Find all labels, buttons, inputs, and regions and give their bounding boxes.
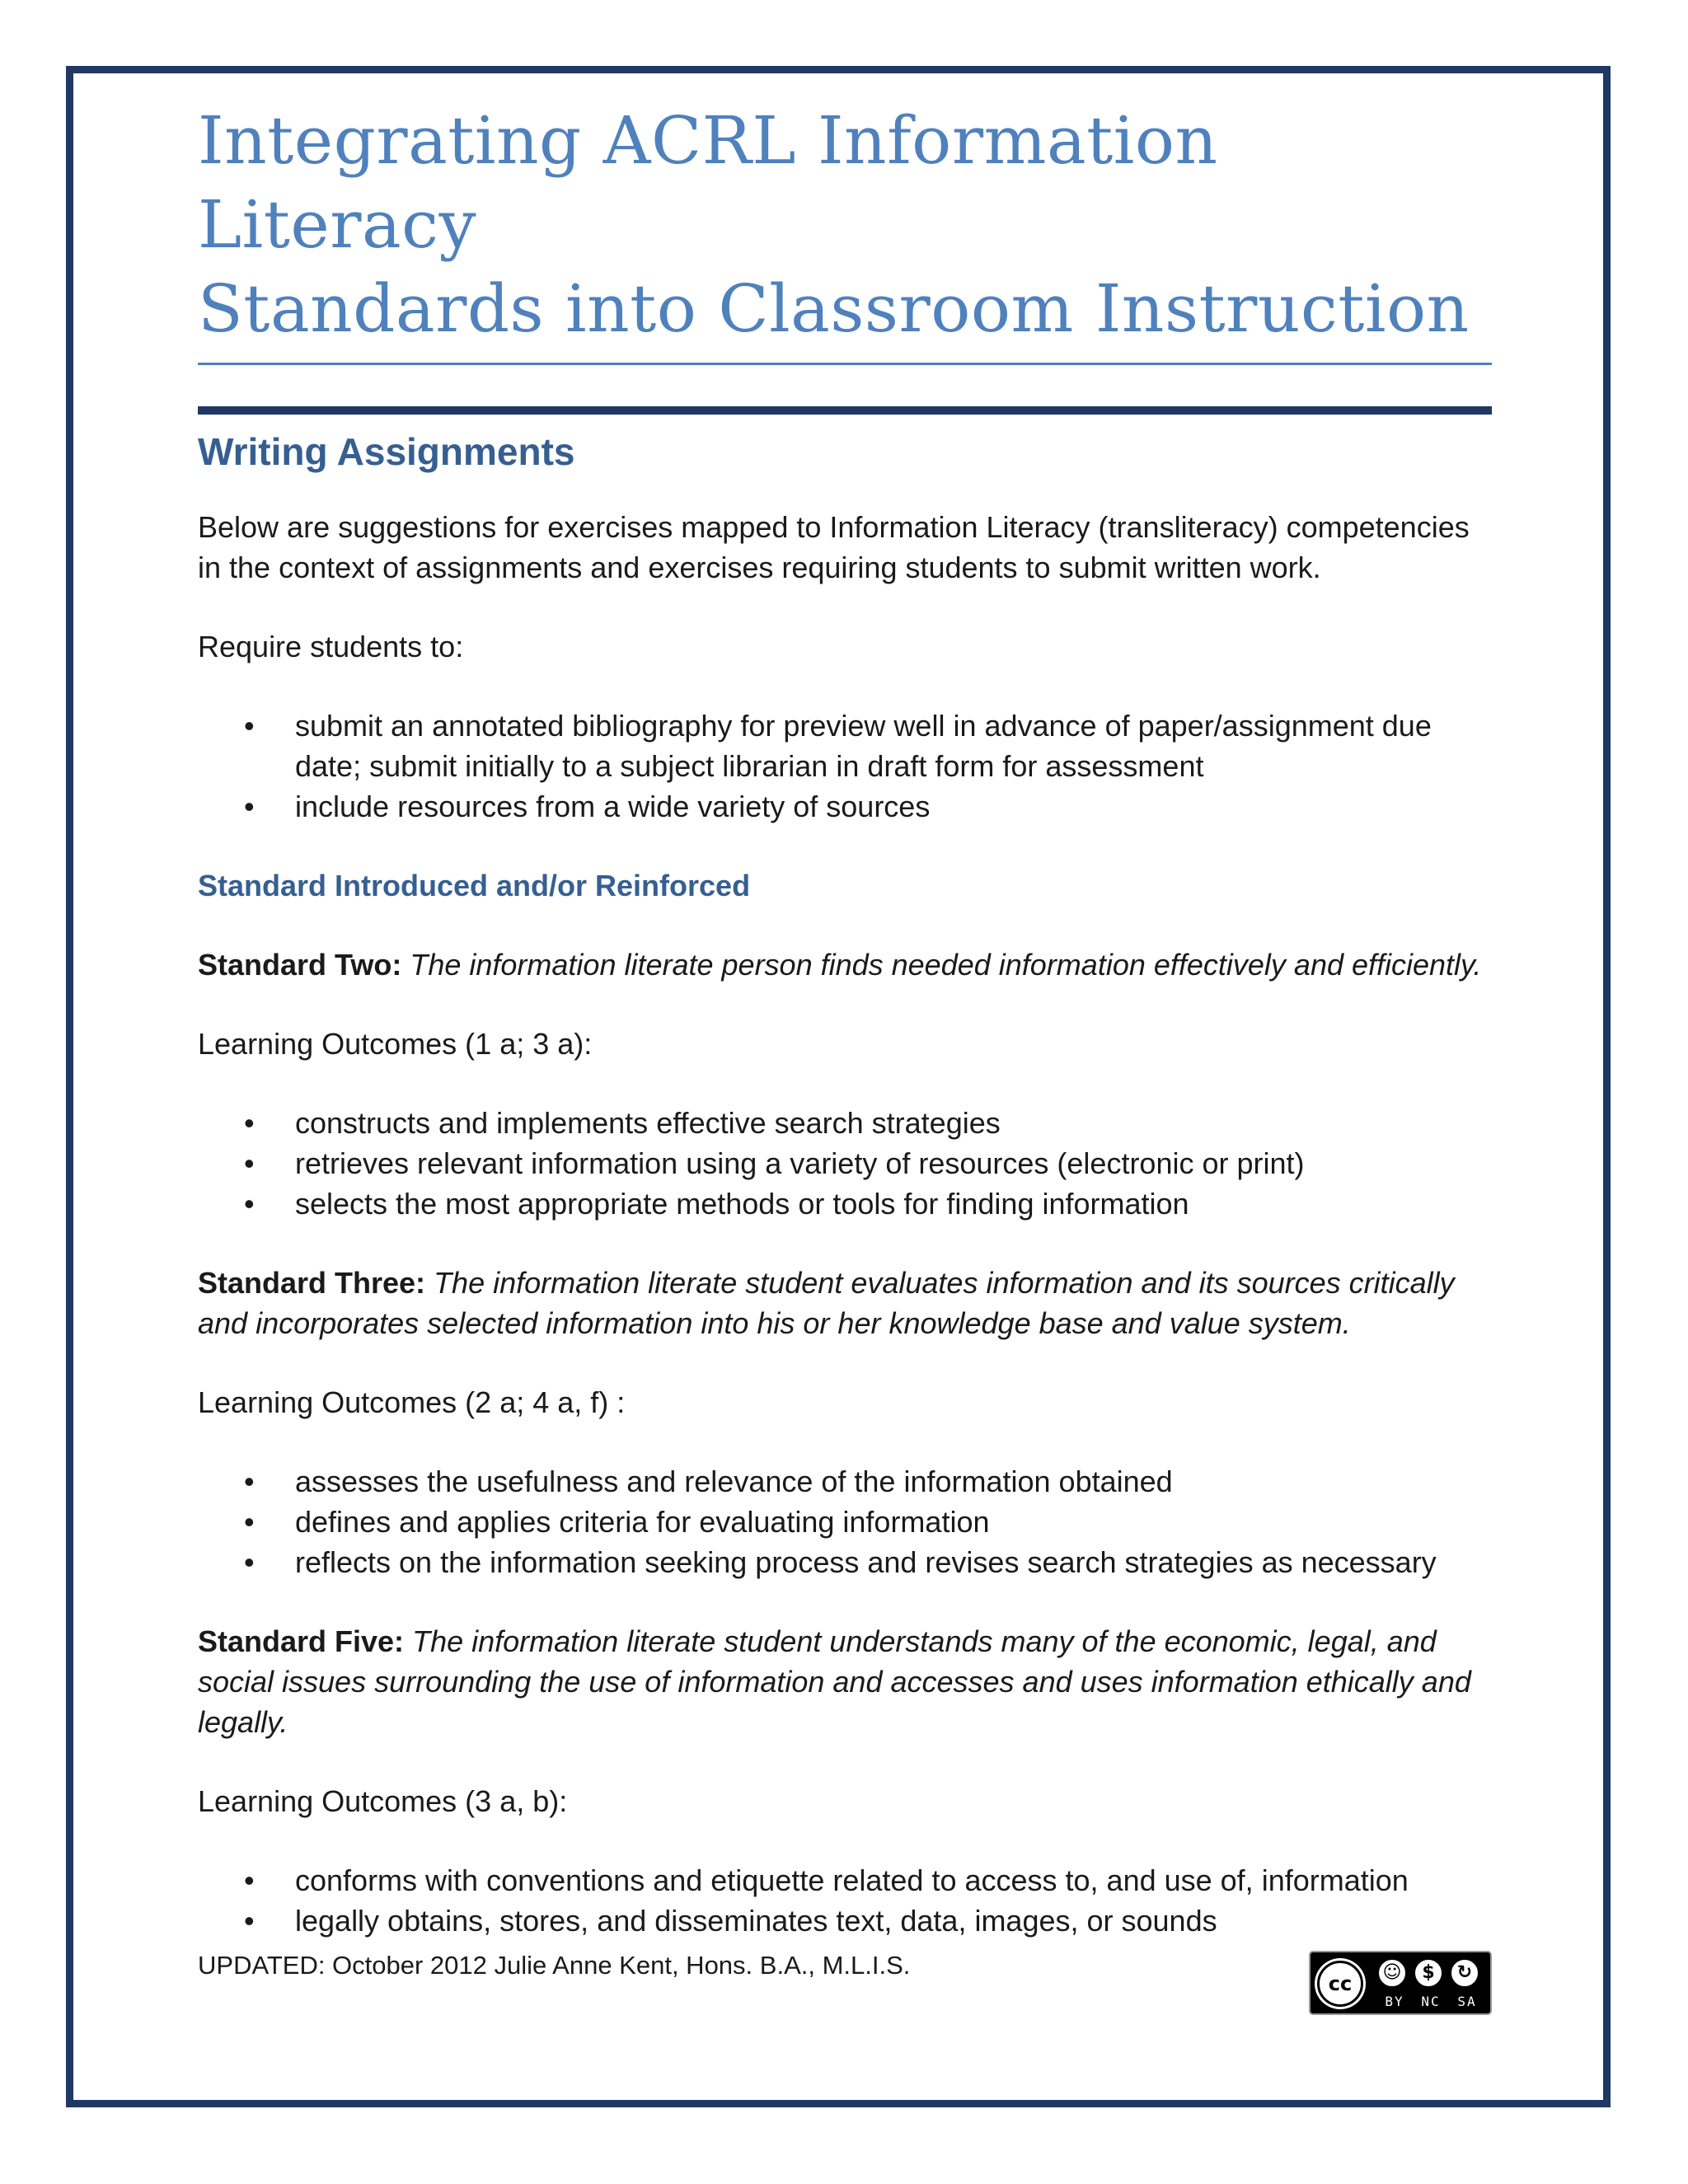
title-line-1: Integrating ACRL Information Literacy — [198, 102, 1218, 263]
standard-label: Standard Five: — [198, 1624, 405, 1658]
section-heading: Writing Assignments — [198, 430, 575, 473]
list-item: • selects the most appropriate methods or tools for finding information — [295, 1183, 1492, 1224]
list-item: • include resources from a wide variety of sources — [295, 786, 1492, 827]
list-item: • conforms with conventions and etiquette related to access to, and use of, information — [295, 1860, 1492, 1900]
section-divider — [198, 406, 1492, 415]
list-item: • reflects on the information seeking process and revises search strategies as necessary — [295, 1542, 1492, 1582]
nc-label: NC — [1421, 1994, 1441, 2009]
standard-two — [198, 944, 1492, 985]
license-labels — [1376, 1994, 1485, 2010]
by-label: BY — [1385, 1994, 1404, 2009]
require-list — [198, 705, 1492, 827]
standards-heading: Standard Introduced and/or Reinforced — [198, 869, 751, 902]
outcomes-list — [198, 1103, 1492, 1224]
list-item: • assesses the usefulness and relevance of the information obtained — [295, 1461, 1492, 1502]
outcomes-list — [198, 1461, 1492, 1582]
standard-label: Standard Three: — [198, 1266, 426, 1300]
standard-three — [198, 1263, 1492, 1343]
outcomes-label: Learning Outcomes (1 a; 3 a): — [198, 1027, 593, 1061]
list-item: • submit an annotated bibliography for preview well in advance of paper/assignment due date; submit initially to a subject librarian in draft form for assessment — [295, 705, 1492, 786]
list-item: • defines and applies criteria for evaluating information — [295, 1502, 1492, 1542]
standard-five — [198, 1621, 1492, 1742]
intro-paragraph: Below are suggestions for exercises mapped to Information Literacy (transliteracy) competencies in the context of assignments and exercises requiring students to submit written work. — [198, 510, 1470, 584]
list-item: • constructs and implements effective search strategies — [295, 1103, 1492, 1143]
outcomes-label: Learning Outcomes (3 a, b): — [198, 1784, 568, 1818]
outcomes-label: Learning Outcomes (2 a; 4 a, f) : — [198, 1385, 626, 1419]
sa-label: SA — [1457, 1994, 1477, 2009]
document-body — [198, 99, 1492, 1941]
footer — [198, 1949, 1492, 2015]
standard-label: Standard Two: — [198, 948, 402, 982]
standard-text: The information literate student understands many of the economic, legal, and social issues surrounding the use of information and accesses and uses information ethically and legally. — [198, 1624, 1471, 1739]
title-underline — [198, 363, 1492, 365]
title-line-2: Standards into Classroom Instruction — [198, 270, 1470, 347]
attribution-icon: ☺ — [1376, 1957, 1408, 1989]
sharealike-icon: ↻ — [1449, 1957, 1480, 1989]
outcomes-list — [198, 1860, 1492, 1941]
cc-license-badge[interactable] — [1309, 1951, 1492, 2015]
list-item: • retrieves relevant information using a variety of resources (electronic or print) — [295, 1143, 1492, 1183]
require-label: Require students to: — [198, 630, 464, 663]
noncommercial-icon: $ — [1413, 1957, 1444, 1989]
updated-credit: UPDATED: October 2012 Julie Anne Kent, Hons. B.A., M.L.I.S. — [198, 1951, 911, 1980]
document-title — [198, 99, 1492, 351]
list-item: • legally obtains, stores, and disseminates text, data, images, or sounds — [295, 1900, 1492, 1941]
standard-text: The information literate person finds needed information effectively and efficiently. — [410, 948, 1482, 982]
cc-icon: cc — [1317, 1961, 1363, 2007]
standard-text: The information literate student evaluates information and its sources critically and incorporates selected information into his or her knowledge base and value system. — [198, 1266, 1455, 1340]
